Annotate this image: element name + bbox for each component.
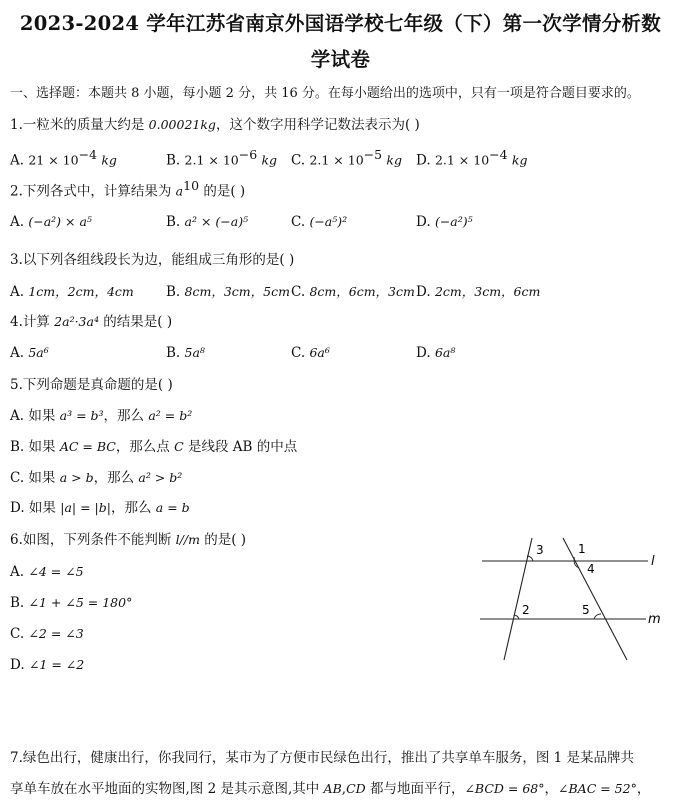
q4-option-a[interactable]: A. 5a⁶ — [10, 345, 49, 361]
question-7-line-1: 7.绿色出行，健康出行，你我同行，某市为了方便市民绿色出行，推出了共享单车服务，图 1 是某品牌共 — [10, 750, 635, 766]
q6-option-d[interactable]: D. ∠1 = ∠2 — [10, 657, 85, 673]
q5-option-d[interactable]: D. 如果 |a| = |b|，那么 a = b — [10, 500, 190, 516]
q2-option-d[interactable]: D. (−a²)⁵ — [416, 214, 473, 230]
angle-5-arc — [594, 614, 601, 619]
q3-option-b[interactable]: B. 8cm，3cm，5cm — [166, 284, 290, 300]
q3-option-c[interactable]: C. 8cm，6cm，3cm — [291, 284, 415, 300]
q6-option-a[interactable]: A. ∠4 = ∠5 — [10, 564, 84, 580]
q5-option-a[interactable]: A. 如果 a³ = b³，那么 a² = b² — [10, 408, 193, 424]
question-5-stem: 5.下列命题是真命题的是( ) — [10, 377, 173, 393]
question-7-line-2: 享单车放在水平地面的实物图,图 2 是其示意图,其中 AB,CD 都与地面平行，∠BCD = 68°，∠BAC = 52°， — [10, 781, 651, 797]
q1-stem-suffix: ，这个数字用科学记数法表示为( ) — [215, 117, 420, 133]
label-angle-1: 1 — [578, 542, 586, 556]
q1-option-c[interactable]: C. $2.1 \times 10^{-5}$ kg — [291, 147, 402, 169]
question-2-stem: 2.下列各式中，计算结果为 $a^{10}$ 的是( ) — [10, 178, 246, 200]
q2-option-b[interactable]: B. a² × (−a)⁵ — [166, 214, 249, 230]
label-angle-3: 3 — [536, 543, 544, 557]
label-angle-4: 4 — [587, 562, 595, 576]
q4-option-b[interactable]: B. 5a⁸ — [166, 345, 205, 361]
q1-option-b[interactable]: B. $2.1 \times 10^{-6}$ kg — [166, 147, 278, 169]
q5-option-b[interactable]: B. 如果 AC = BC，那么点 C 是线段 AB 的中点 — [10, 439, 298, 455]
page-title-continued: 学试卷 — [310, 48, 371, 71]
q1-option-a[interactable]: A. $21 \times 10^{-4}$ kg — [10, 147, 117, 169]
transversal-right — [563, 538, 627, 660]
q3-option-a[interactable]: A. 1cm，2cm，4cm — [10, 284, 134, 300]
question-1-stem — [10, 115, 420, 135]
q2-option-c[interactable]: C. (−a⁵)² — [291, 214, 348, 230]
q5-option-c[interactable]: C. 如果 a > b，那么 a² > b² — [10, 470, 183, 486]
q6-option-b[interactable]: B. ∠1 + ∠5 = 180° — [10, 595, 133, 611]
page-title: 2023-2024 学年江苏省南京外国语学校七年级（下）第一次学情分析数 — [19, 12, 662, 35]
label-line-l: l — [651, 554, 655, 569]
q4-option-d[interactable]: D. 6a⁸ — [416, 345, 456, 361]
q6-option-c[interactable]: C. ∠2 = ∠3 — [10, 626, 84, 642]
q3-option-d[interactable]: D. 2cm，3cm，6cm — [416, 284, 541, 300]
q1-option-d[interactable]: D. $2.1 \times 10^{-4}$ kg — [416, 147, 528, 169]
question-4-stem: 4.计算 2a²·3a⁴ 的结果是( ) — [10, 314, 173, 330]
q2-option-a[interactable]: A. (−a²) × a⁵ — [10, 214, 92, 230]
q1-stem-prefix: 1.一粒米的质量大约是 — [10, 117, 149, 133]
question-3-stem: 3.以下列各组线段长为边，能组成三角形的是( ) — [10, 252, 295, 268]
q4-option-c[interactable]: C. 6a⁶ — [291, 345, 330, 361]
question-6-stem: 6.如图，下列条件不能判断 l//m 的是( ) — [10, 532, 247, 548]
parallel-lines-figure — [470, 530, 670, 670]
q1-stem-value: 0.00021kg — [148, 117, 216, 132]
label-angle-2: 2 — [522, 603, 530, 617]
label-line-m: m — [648, 612, 661, 627]
label-angle-5: 5 — [582, 603, 590, 617]
section-heading: 一、选择题：本题共 8 小题，每小题 2 分，共 16 分。在每小题给出的选项中，只有一项是符合题目要求的。 — [10, 86, 640, 101]
